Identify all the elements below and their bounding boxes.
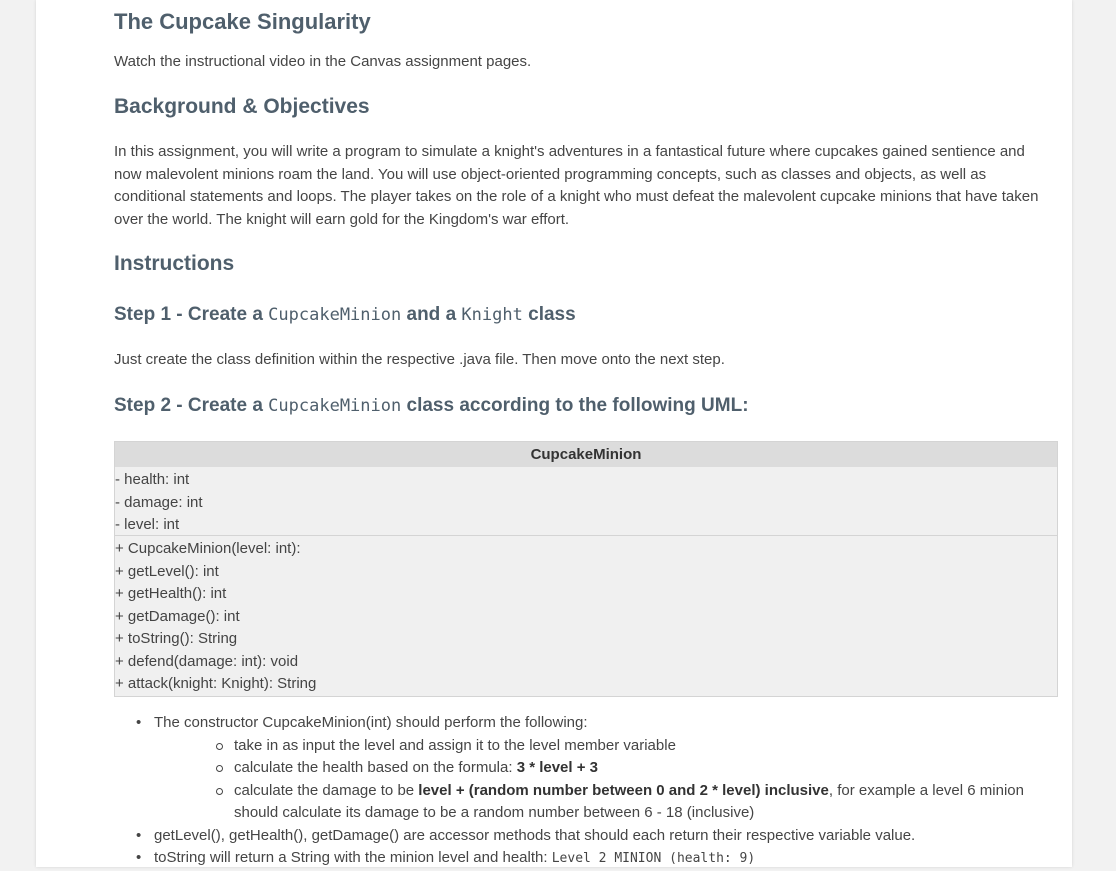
page [36,0,1072,867]
uml-class-name: CupcakeMinion [115,442,1057,467]
damage-formula: level + (random number between 0 and 2 * level) inclusive [418,781,829,799]
list-item [154,757,1058,780]
step2-class1: CupcakeMinion [268,396,402,416]
step2-heading [114,393,749,419]
uml-table [114,441,1058,697]
sub2-prefix: calculate the health based on the formula: [234,759,517,776]
uml-attributes [115,467,1057,536]
background-heading: Background & Objectives [114,95,370,118]
intro-text: Watch the instructional video in the Canvas assignment pages. [114,53,532,70]
step1-class1: CupcakeMinion [268,305,402,325]
page-title: The Cupcake Singularity [114,9,371,34]
requirements-list [114,712,1058,871]
step2-suffix: class according to the following UML: [401,395,749,416]
uml-method: + getDamage(): int [115,607,240,625]
step1-middle: and a [401,304,462,325]
list-item: • getLevel(), getHealth(), getDamage() are accessor methods that should each return their respective variable value. [114,825,1058,848]
uml-method: + toString(): String [115,630,238,647]
uml-methods [115,536,1057,696]
constructor-bullet: The constructor CupcakeMinion(int) should perform the following: [154,714,588,731]
step1-heading [114,302,576,328]
uml-method: + defend(damage: int): void [115,652,299,670]
step1-text: Just create the class definition within the respective .java file. Then move onto the next step. [114,351,725,368]
sub3-suffix: , for example a level 6 minion should calculate its damage to be a random number between 6 - 18 (inclusive) [234,781,1024,821]
health-formula: 3 * level + 3 [516,759,599,776]
list-item: take in as input the level and assign it to the level member variable [154,735,1058,758]
tostring-prefix: toString will return a String with the minion level and health: [154,849,552,866]
uml-method: + attack(knight: Knight): String [115,675,317,692]
uml-attribute: - level: int [115,516,180,533]
step1-prefix: Step 1 - Create a [114,304,269,325]
uml-attribute: - health: int [115,471,190,488]
uml-method: + CupcakeMinion(level: int): [115,540,301,557]
uml-method: + getHealth(): int [115,585,227,602]
uml-method: + getLevel(): int [115,562,219,580]
instructions-heading: Instructions [114,252,235,275]
step1-suffix: class [522,304,576,325]
sub3-prefix: calculate the damage to be [234,781,419,799]
tostring-example-code: Level 2 MINION (health: 9) [551,851,756,866]
constructor-sublist [154,735,1058,825]
list-item [154,780,1058,825]
background-text: In this assignment, you will write a program to simulate a knight's adventures in a fantastical future where cupcakes gained sentience and now malevolent minions roam the land. You will use object-oriented programming concepts, such as classes and objects, as well as conditional statements and loops. The player takes on the role of a knight who must defeat the malevolent cupcake minions that have taken over the world. The knight will earn gold for the Kingdom's war effort. [114,143,1039,228]
step2-prefix: Step 2 - Create a [114,395,269,416]
step1-class2: Knight [461,305,523,325]
uml-attribute: - damage: int [115,493,203,511]
list-item [114,712,1058,825]
